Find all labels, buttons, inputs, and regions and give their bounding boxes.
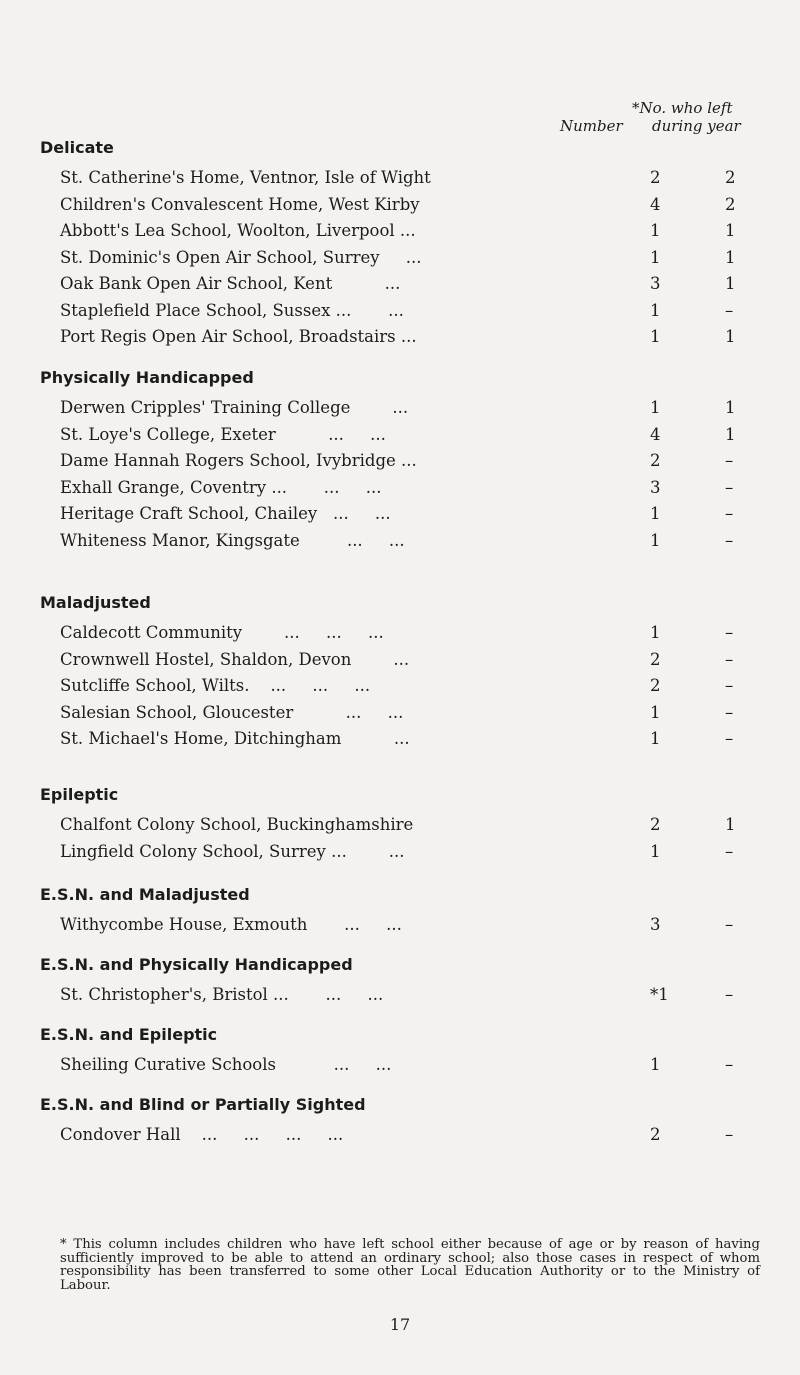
left-value: – xyxy=(725,504,734,523)
school-name: Sheiling Curative Schools ... ... xyxy=(60,1055,392,1074)
school-name: Exhall Grange, Coventry ... ... ... xyxy=(60,477,382,497)
number-value: 3 xyxy=(650,915,661,934)
left-value: – xyxy=(725,1125,734,1144)
table-row xyxy=(60,248,760,272)
school-name: Chalfont Colony School, Buckinghamshire xyxy=(60,815,414,834)
number-value: 1 xyxy=(650,702,661,722)
number-value: 1 xyxy=(650,623,661,642)
left-value: – xyxy=(725,676,734,695)
school-name: Withycombe House, Exmouth ... ... xyxy=(60,915,402,934)
left-value: 2 xyxy=(725,168,736,187)
school-name: Derwen Cripples' Training College ... xyxy=(60,398,409,417)
school-name: St. Catherine's Home, Ventnor, Isle of Wight xyxy=(60,168,431,187)
table-row xyxy=(60,451,760,475)
school-name: Heritage Craft School, Chailey ... ... xyxy=(60,504,391,523)
section-heading: E.S.N. and Physically Handicapped xyxy=(40,955,353,974)
number-value: 1 xyxy=(650,398,661,417)
table-row xyxy=(60,504,760,528)
left-value: 1 xyxy=(725,247,736,267)
table-row xyxy=(60,650,760,674)
left-value: 1 xyxy=(725,424,736,444)
table-row xyxy=(60,195,760,219)
number-value: 4 xyxy=(650,194,661,214)
footnote: * This column includes children who have left school either because of age or by reason of having sufficiently improved to be able to attend an ordinary school; also those cases in respect of whom responsibility has been transferred to some other Local Education Authority or to the Ministry of Labour. xyxy=(60,1237,760,1293)
table-row xyxy=(60,425,760,449)
section-heading: E.S.N. and Blind or Partially Sighted xyxy=(40,1095,366,1114)
school-name: Whiteness Manor, Kingsgate ... ... xyxy=(60,530,405,550)
section-heading: Physically Handicapped xyxy=(40,368,254,387)
table-row xyxy=(60,623,760,647)
table-row xyxy=(60,1055,760,1079)
school-name: Abbott's Lea School, Woolton, Liverpool ... xyxy=(60,221,416,240)
table-row xyxy=(60,398,760,422)
column-header-left-line2: during year xyxy=(652,117,741,135)
number-value: 1 xyxy=(650,504,661,523)
school-name: Oak Bank Open Air School, Kent ... xyxy=(60,274,401,293)
left-value: – xyxy=(725,477,734,497)
school-name: St. Loye's College, Exeter ... ... xyxy=(60,424,386,444)
left-value: – xyxy=(725,530,734,550)
table-row xyxy=(60,815,760,839)
left-value: 1 xyxy=(725,398,736,417)
table-row xyxy=(60,703,760,727)
left-value: 1 xyxy=(725,815,736,834)
left-value: – xyxy=(725,702,734,722)
school-name: Children's Convalescent Home, West Kirby xyxy=(60,194,420,214)
number-value: 2 xyxy=(650,676,661,695)
number-value: 2 xyxy=(650,649,661,669)
number-value: 1 xyxy=(650,300,661,320)
left-value: 1 xyxy=(725,221,736,240)
table-row xyxy=(60,168,760,192)
table-row xyxy=(60,842,760,866)
table-row xyxy=(60,531,760,555)
left-value: – xyxy=(725,915,734,934)
table-row xyxy=(60,985,760,1009)
table-row xyxy=(60,301,760,325)
number-value: 2 xyxy=(650,451,661,470)
school-name: Crownwell Hostel, Shaldon, Devon ... xyxy=(60,649,410,669)
left-value: – xyxy=(725,300,734,320)
column-header-number: Number xyxy=(560,117,623,135)
number-value: 1 xyxy=(650,841,661,861)
left-value: – xyxy=(725,841,734,861)
school-name: Lingfield Colony School, Surrey ... ... xyxy=(60,841,405,861)
left-value: – xyxy=(725,649,734,669)
section-heading: Epileptic xyxy=(40,785,119,804)
page-number: 17 xyxy=(389,1315,411,1334)
table-row xyxy=(60,915,760,939)
number-value: 1 xyxy=(650,247,661,267)
table-row xyxy=(60,327,760,351)
school-name: St. Christopher's, Bristol ... ... ... xyxy=(60,985,384,1004)
number-value: 3 xyxy=(650,477,661,497)
school-name: Dame Hannah Rogers School, Ivybridge ... xyxy=(60,451,417,470)
school-name: Staplefield Place School, Sussex ... ... xyxy=(60,300,404,320)
number-value: 2 xyxy=(650,815,661,834)
number-value: 4 xyxy=(650,424,661,444)
table-row xyxy=(60,478,760,502)
left-value: – xyxy=(725,985,734,1004)
left-value: 2 xyxy=(725,194,736,214)
number-value: 1 xyxy=(650,530,661,550)
left-value: 1 xyxy=(725,274,736,293)
number-value: 1 xyxy=(650,729,661,748)
number-value: 2 xyxy=(650,1125,661,1144)
school-name: St. Dominic's Open Air School, Surrey ... xyxy=(60,247,422,267)
school-name: Condover Hall ... ... ... ... xyxy=(60,1125,344,1144)
table-row xyxy=(60,676,760,700)
left-value: – xyxy=(725,451,734,470)
left-value: – xyxy=(725,1055,734,1074)
left-value: – xyxy=(725,623,734,642)
section-heading: Delicate xyxy=(40,138,114,157)
table-row xyxy=(60,274,760,298)
section-heading: Maladjusted xyxy=(40,593,151,612)
left-value: 1 xyxy=(725,327,736,346)
section-heading: E.S.N. and Epileptic xyxy=(40,1025,218,1044)
column-header-left-line1: *No. who left xyxy=(632,99,733,117)
left-value: – xyxy=(725,729,734,748)
school-name: Salesian School, Gloucester ... ... xyxy=(60,702,404,722)
table-row xyxy=(60,729,760,753)
school-name: Port Regis Open Air School, Broadstairs ... xyxy=(60,327,417,346)
number-value: 1 xyxy=(650,327,661,346)
school-name: Sutcliffe School, Wilts. ... ... ... xyxy=(60,676,371,695)
number-value: 3 xyxy=(650,274,661,293)
table-row xyxy=(60,1125,760,1149)
school-name: Caldecott Community ... ... ... xyxy=(60,623,384,642)
number-value: 2 xyxy=(650,168,661,187)
section-heading: E.S.N. and Maladjusted xyxy=(40,885,250,904)
number-value: 1 xyxy=(650,1055,661,1074)
number-value: 1 xyxy=(650,221,661,240)
table-row xyxy=(60,221,760,245)
number-value: *1 xyxy=(650,985,669,1004)
school-name: St. Michael's Home, Ditchingham ... xyxy=(60,729,410,748)
